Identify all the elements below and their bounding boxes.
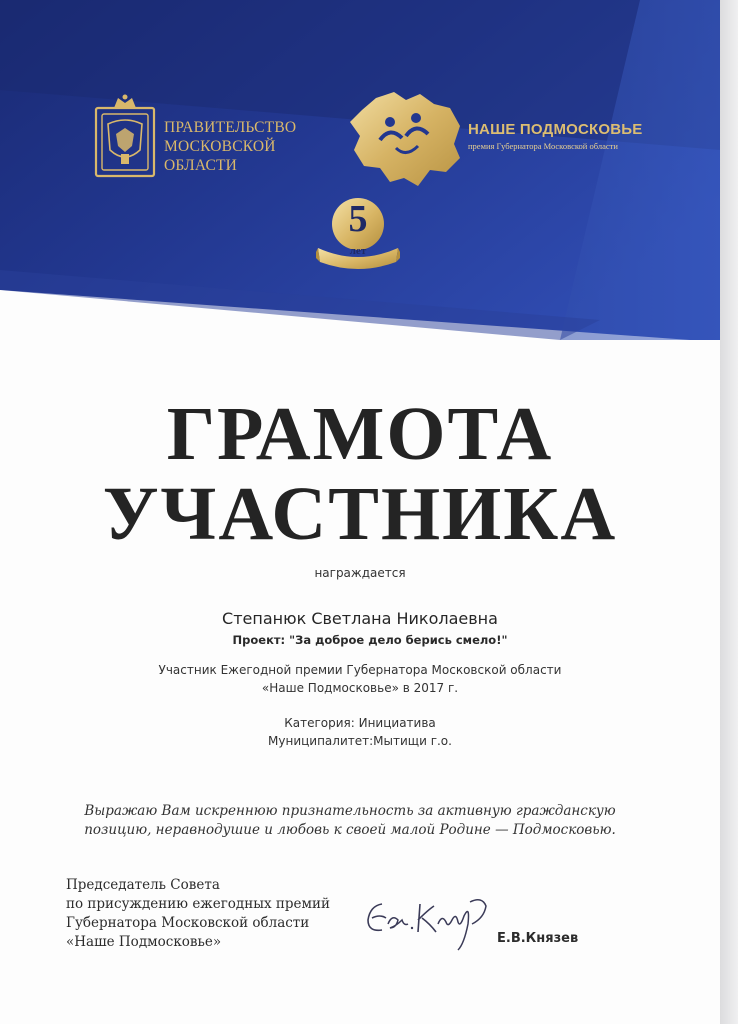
position-line-1: Председатель Совета (66, 877, 220, 893)
project-name: Проект: "За доброе дело берись смело!" (232, 633, 508, 647)
position-line-2: по присуждению ежегодных премий (66, 896, 331, 912)
anniversary-word: лет (349, 245, 367, 257)
government-name (164, 118, 296, 175)
page-edge (720, 0, 738, 1024)
participant-line-2: «Наше Подмосковье» в 2017 г. (261, 681, 459, 695)
handwritten-signature (360, 884, 496, 954)
position-line-3: Губернатора Московской области (66, 915, 310, 931)
position-line-4: «Наше Подмосковье» (66, 934, 222, 950)
gratitude-line-2: позицию, неравнодушие и любовь к своей малой Родине — Подмосковью. (84, 822, 616, 838)
signer-name: Е.В.Князев (497, 931, 579, 946)
region-map-icon (346, 88, 464, 192)
coat-of-arms-icon (94, 94, 156, 178)
certificate-title-line-1: ГРАМОТА (166, 392, 554, 476)
anniversary-number: 5 (348, 198, 368, 240)
recipient-name: Степанюк Светлана Николаевна (222, 609, 498, 628)
chairman-position (66, 876, 330, 952)
municipality: Муниципалитет:Мытищи г.о. (268, 734, 452, 748)
gov-line-1: ПРАВИТЕЛЬСТВО (164, 119, 297, 136)
gov-line-2: МОСКОВСКОЙ (164, 138, 276, 155)
anniversary-badge (316, 196, 400, 272)
brand-subtitle: премия Губернатора Московской области (468, 141, 618, 151)
brand-title: НАШЕ ПОДМОСКОВЬЕ (468, 121, 643, 138)
participant-line-1: Участник Ежегодной премии Губернатора Московской области (158, 663, 562, 677)
gov-line-3: ОБЛАСТИ (164, 157, 238, 174)
certificate-title-line-2: УЧАСТНИКА (102, 472, 618, 556)
category: Категория: Инициатива (284, 716, 436, 730)
brand-block (468, 121, 642, 151)
awarded-text: награждается (314, 566, 406, 580)
gratitude-line-1: Выражаю Вам искреннюю признательность за активную гражданскую (84, 803, 616, 819)
